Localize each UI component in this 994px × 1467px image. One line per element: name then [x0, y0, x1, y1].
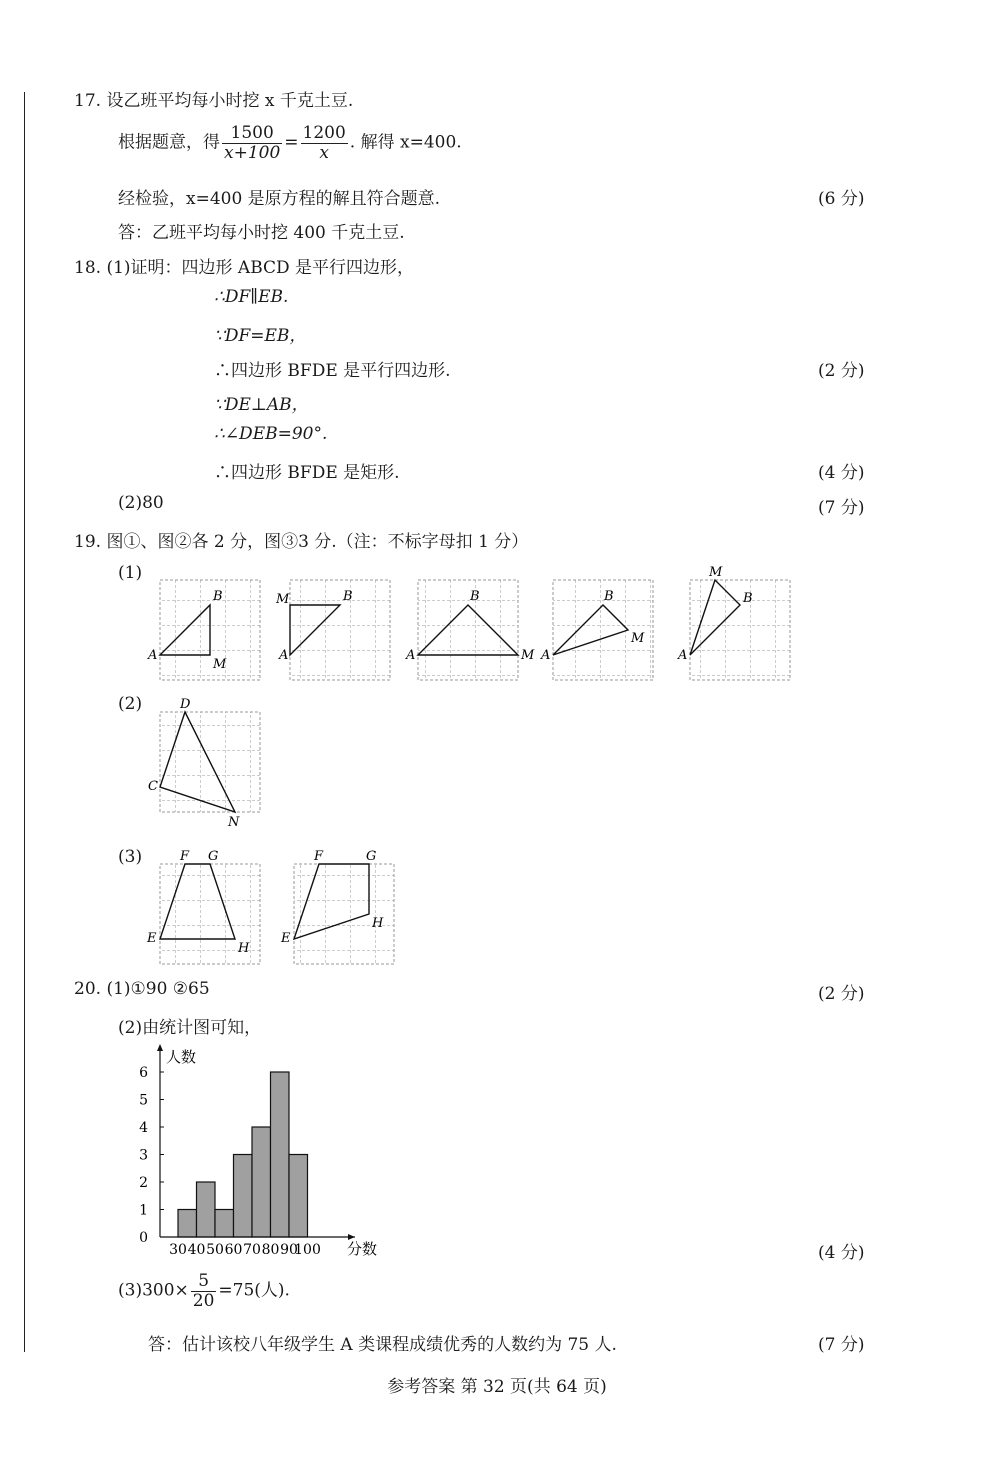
- q18-line1: 18. (1)证明：四边形 ABCD 是平行四边形，: [74, 258, 415, 278]
- q20-part3: [118, 1272, 290, 1310]
- histogram-bar-30-40: [178, 1210, 197, 1238]
- label-F: F: [180, 849, 190, 864]
- q20-line1: 20. (1)①90 ②65: [74, 979, 210, 999]
- label-A: A: [541, 648, 551, 663]
- q20-score-1: (2 分): [818, 984, 865, 1004]
- figure-2: [148, 697, 260, 830]
- q20-score-3: (7 分): [818, 1335, 865, 1355]
- q17-line2-pre: 根据题意，得: [118, 132, 220, 153]
- label-G: G: [366, 849, 377, 864]
- q20-answer: 答：估计该校八年级学生 A 类课程成绩优秀的人数约为 75 人.: [148, 1335, 617, 1355]
- label-H: H: [372, 916, 384, 931]
- figure-1a: [147, 580, 260, 680]
- q18-score-3: (7 分): [818, 498, 865, 518]
- y-tick-label-2: 2: [139, 1175, 148, 1191]
- label-N: N: [228, 815, 240, 830]
- q17-line1: 17. 设乙班平均每小时挖 x 千克土豆.: [74, 91, 354, 111]
- histogram-bar-50-60: [215, 1210, 234, 1238]
- q18-line7: ∴四边形 BFDE 是矩形.: [214, 463, 400, 483]
- x-axis-label: 分数: [347, 1240, 378, 1258]
- q17-score: (6 分): [818, 189, 865, 209]
- label-M: M: [213, 657, 227, 672]
- q18-score-1: (2 分): [818, 361, 865, 381]
- label-E: E: [281, 931, 291, 946]
- y-axis-label: 人数: [166, 1048, 197, 1066]
- label-A: A: [279, 648, 289, 663]
- x-tick-label-70: 70: [243, 1242, 261, 1258]
- y-tick-label-1: 1: [139, 1202, 148, 1219]
- q19-part1: (1): [118, 563, 143, 583]
- label-M: M: [631, 631, 645, 646]
- label-M: M: [521, 648, 535, 663]
- frac2-denominator: x: [319, 142, 329, 163]
- q20-frac-denominator: 20: [192, 1290, 215, 1311]
- histogram-bar-80-90: [271, 1072, 290, 1237]
- page-footer: 参考答案 第 32 页(共 64 页): [387, 1377, 607, 1397]
- q20-frac-numerator: 5: [191, 1272, 217, 1292]
- q19-part3: (3): [118, 847, 143, 867]
- label-C: C: [148, 779, 158, 794]
- q20-line2: (2)由统计图可知，: [118, 1018, 262, 1038]
- x-tick-label-60: 60: [224, 1242, 243, 1258]
- q20-fraction: [191, 1272, 217, 1310]
- q17-line4: 答：乙班平均每小时挖 400 千克土豆.: [118, 223, 405, 243]
- q18-score-2: (4 分): [818, 463, 865, 483]
- figure-1d: [540, 580, 653, 680]
- q19-part2: (2): [118, 694, 143, 714]
- frac1-numerator: 1500: [222, 124, 282, 144]
- figure-1b: [275, 580, 390, 680]
- label-A: A: [148, 648, 158, 663]
- x-tick-label-80: 80: [261, 1242, 280, 1258]
- q18-part2: (2)80: [118, 493, 164, 513]
- q18-line3: ∵DF=EB，: [214, 326, 307, 346]
- x-tick-label-50: 50: [206, 1242, 224, 1258]
- x-tick-label-40: 40: [187, 1242, 206, 1258]
- label-M: M: [276, 592, 290, 607]
- q20-part3-post: =75(人).: [218, 1280, 290, 1301]
- figure-1e: [677, 565, 790, 680]
- label-D: D: [180, 697, 191, 712]
- histogram-bar-60-70: [234, 1155, 253, 1238]
- label-F: F: [314, 849, 324, 864]
- y-tick-label-5: 5: [139, 1092, 148, 1109]
- q18-line6: ∴∠DEB=90°.: [214, 424, 328, 444]
- label-G: G: [208, 849, 219, 864]
- label-B: B: [343, 589, 353, 604]
- q20-score-2: (4 分): [818, 1243, 865, 1263]
- label-B: B: [470, 589, 480, 604]
- q19-line1: 19. 图①、图②各 2 分，图③3 分.（注：不标字母扣 1 分）: [74, 532, 529, 552]
- histogram-bar-90-100: [289, 1155, 308, 1238]
- frac2-numerator: 1200: [302, 123, 346, 143]
- y-axis-arrow: [157, 1044, 163, 1051]
- figure-3a: [146, 849, 260, 964]
- histogram-bar-40-50: [197, 1182, 216, 1237]
- label-B: B: [743, 591, 753, 606]
- q20-part3-pre: (3)300×: [118, 1280, 189, 1301]
- q18-line2: ∴DF∥EB.: [214, 287, 289, 307]
- y-tick-label-4: 4: [139, 1120, 148, 1136]
- q18-line5: ∵DE⊥AB，: [214, 395, 309, 415]
- frac1-denominator: x+100: [224, 142, 281, 163]
- label-M: M: [709, 565, 723, 580]
- label-A: A: [678, 648, 688, 663]
- figure-3b: [280, 849, 394, 964]
- label-B: B: [213, 589, 223, 604]
- x-tick-label-90: 90: [280, 1242, 298, 1258]
- histogram-bar-70-80: [252, 1127, 271, 1237]
- label-H: H: [238, 941, 250, 956]
- y-tick-label-0: 0: [139, 1230, 148, 1246]
- q18-line4: ∴四边形 BFDE 是平行四边形.: [214, 361, 451, 381]
- q17-line2-post: . 解得 x=400.: [349, 132, 462, 153]
- y-tick-label-6: 6: [139, 1065, 148, 1081]
- histogram-chart: [130, 1040, 380, 1265]
- figure-1c: [405, 580, 535, 680]
- label-B: B: [604, 589, 614, 604]
- q17-line3: 经检验，x=400 是原方程的解且符合题意.: [118, 189, 441, 209]
- equals-sign: =: [284, 132, 299, 153]
- x-tick-label-30: 30: [169, 1242, 187, 1258]
- y-tick-label-3: 3: [139, 1147, 148, 1164]
- x-tick-label-100: 100: [294, 1242, 321, 1258]
- label-A: A: [406, 648, 416, 663]
- label-E: E: [147, 931, 157, 946]
